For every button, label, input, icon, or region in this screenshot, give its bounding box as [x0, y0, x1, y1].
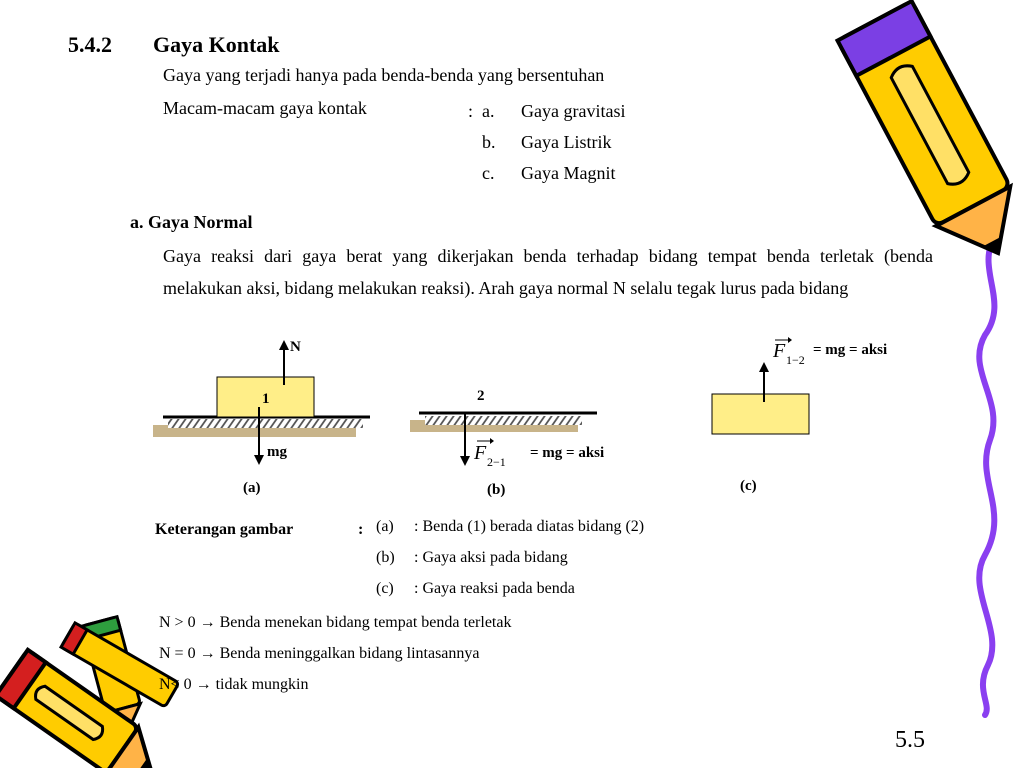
- caption-b: (b): [487, 482, 506, 498]
- figure-c-diagram: [712, 362, 809, 434]
- normal-force-description: Gaya reaksi dari gaya berat yang dikerjakan benda terhadap bidang tempat benda terletak (benda melakukan aksi, bidang melakukan reaksi). Arah gaya normal N selalu tegak lurus pada bidang: [163, 246, 933, 298]
- type-marker-b: b.: [482, 132, 496, 152]
- force-subscript-c: 1−2: [786, 353, 805, 367]
- force-symbol-c: F: [773, 340, 786, 362]
- legend-colon: :: [358, 521, 364, 538]
- caption-a: (a): [243, 480, 261, 496]
- legend-key-c: (c): [376, 580, 394, 597]
- condition-negative: N< 0 → tidak mungkin: [159, 676, 309, 693]
- section-title: Gaya Kontak: [153, 32, 280, 57]
- normal-force-label: N: [290, 339, 301, 355]
- intro-text: Gaya yang terjadi hanya pada benda-benda yang bersentuhan: [163, 65, 605, 85]
- condition-positive: N > 0 → Benda menekan bidang tempat benda terletak: [159, 614, 512, 631]
- type-item-listrik: Gaya Listrik: [521, 132, 612, 152]
- plane-number-label: 2: [477, 388, 485, 404]
- legend-key-b: (b): [376, 549, 395, 566]
- type-item-gravitasi: Gaya gravitasi: [521, 101, 626, 121]
- types-colon: :: [468, 101, 474, 121]
- section-number: 5.4.2: [68, 32, 112, 57]
- force-symbol-b: F: [474, 442, 487, 464]
- body-number-label: 1: [262, 391, 270, 407]
- legend-label: Keterangan gambar: [155, 521, 294, 538]
- legend-key-a: (a): [376, 518, 394, 535]
- condition-zero: N = 0 → Benda meninggalkan bidang lintasannya: [159, 645, 480, 662]
- type-marker-a: a.: [482, 101, 495, 121]
- legend-text-b: : Gaya aksi pada bidang: [414, 549, 568, 566]
- subsection-title: a. Gaya Normal: [130, 212, 253, 232]
- equation-c: = mg = aksi: [813, 342, 888, 358]
- type-marker-c: c.: [482, 163, 495, 183]
- caption-c: (c): [740, 478, 757, 494]
- types-label: Macam-macam gaya kontak: [163, 98, 367, 118]
- equation-b: = mg = aksi: [530, 445, 605, 461]
- force-subscript-b: 2−1: [487, 455, 506, 469]
- legend-text-a: : Benda (1) berada diatas bidang (2): [414, 518, 645, 535]
- page-number: 5.5: [895, 727, 925, 753]
- legend-text-c: : Gaya reaksi pada benda: [414, 580, 575, 597]
- weight-label: mg: [267, 444, 287, 460]
- type-item-magnit: Gaya Magnit: [521, 163, 616, 183]
